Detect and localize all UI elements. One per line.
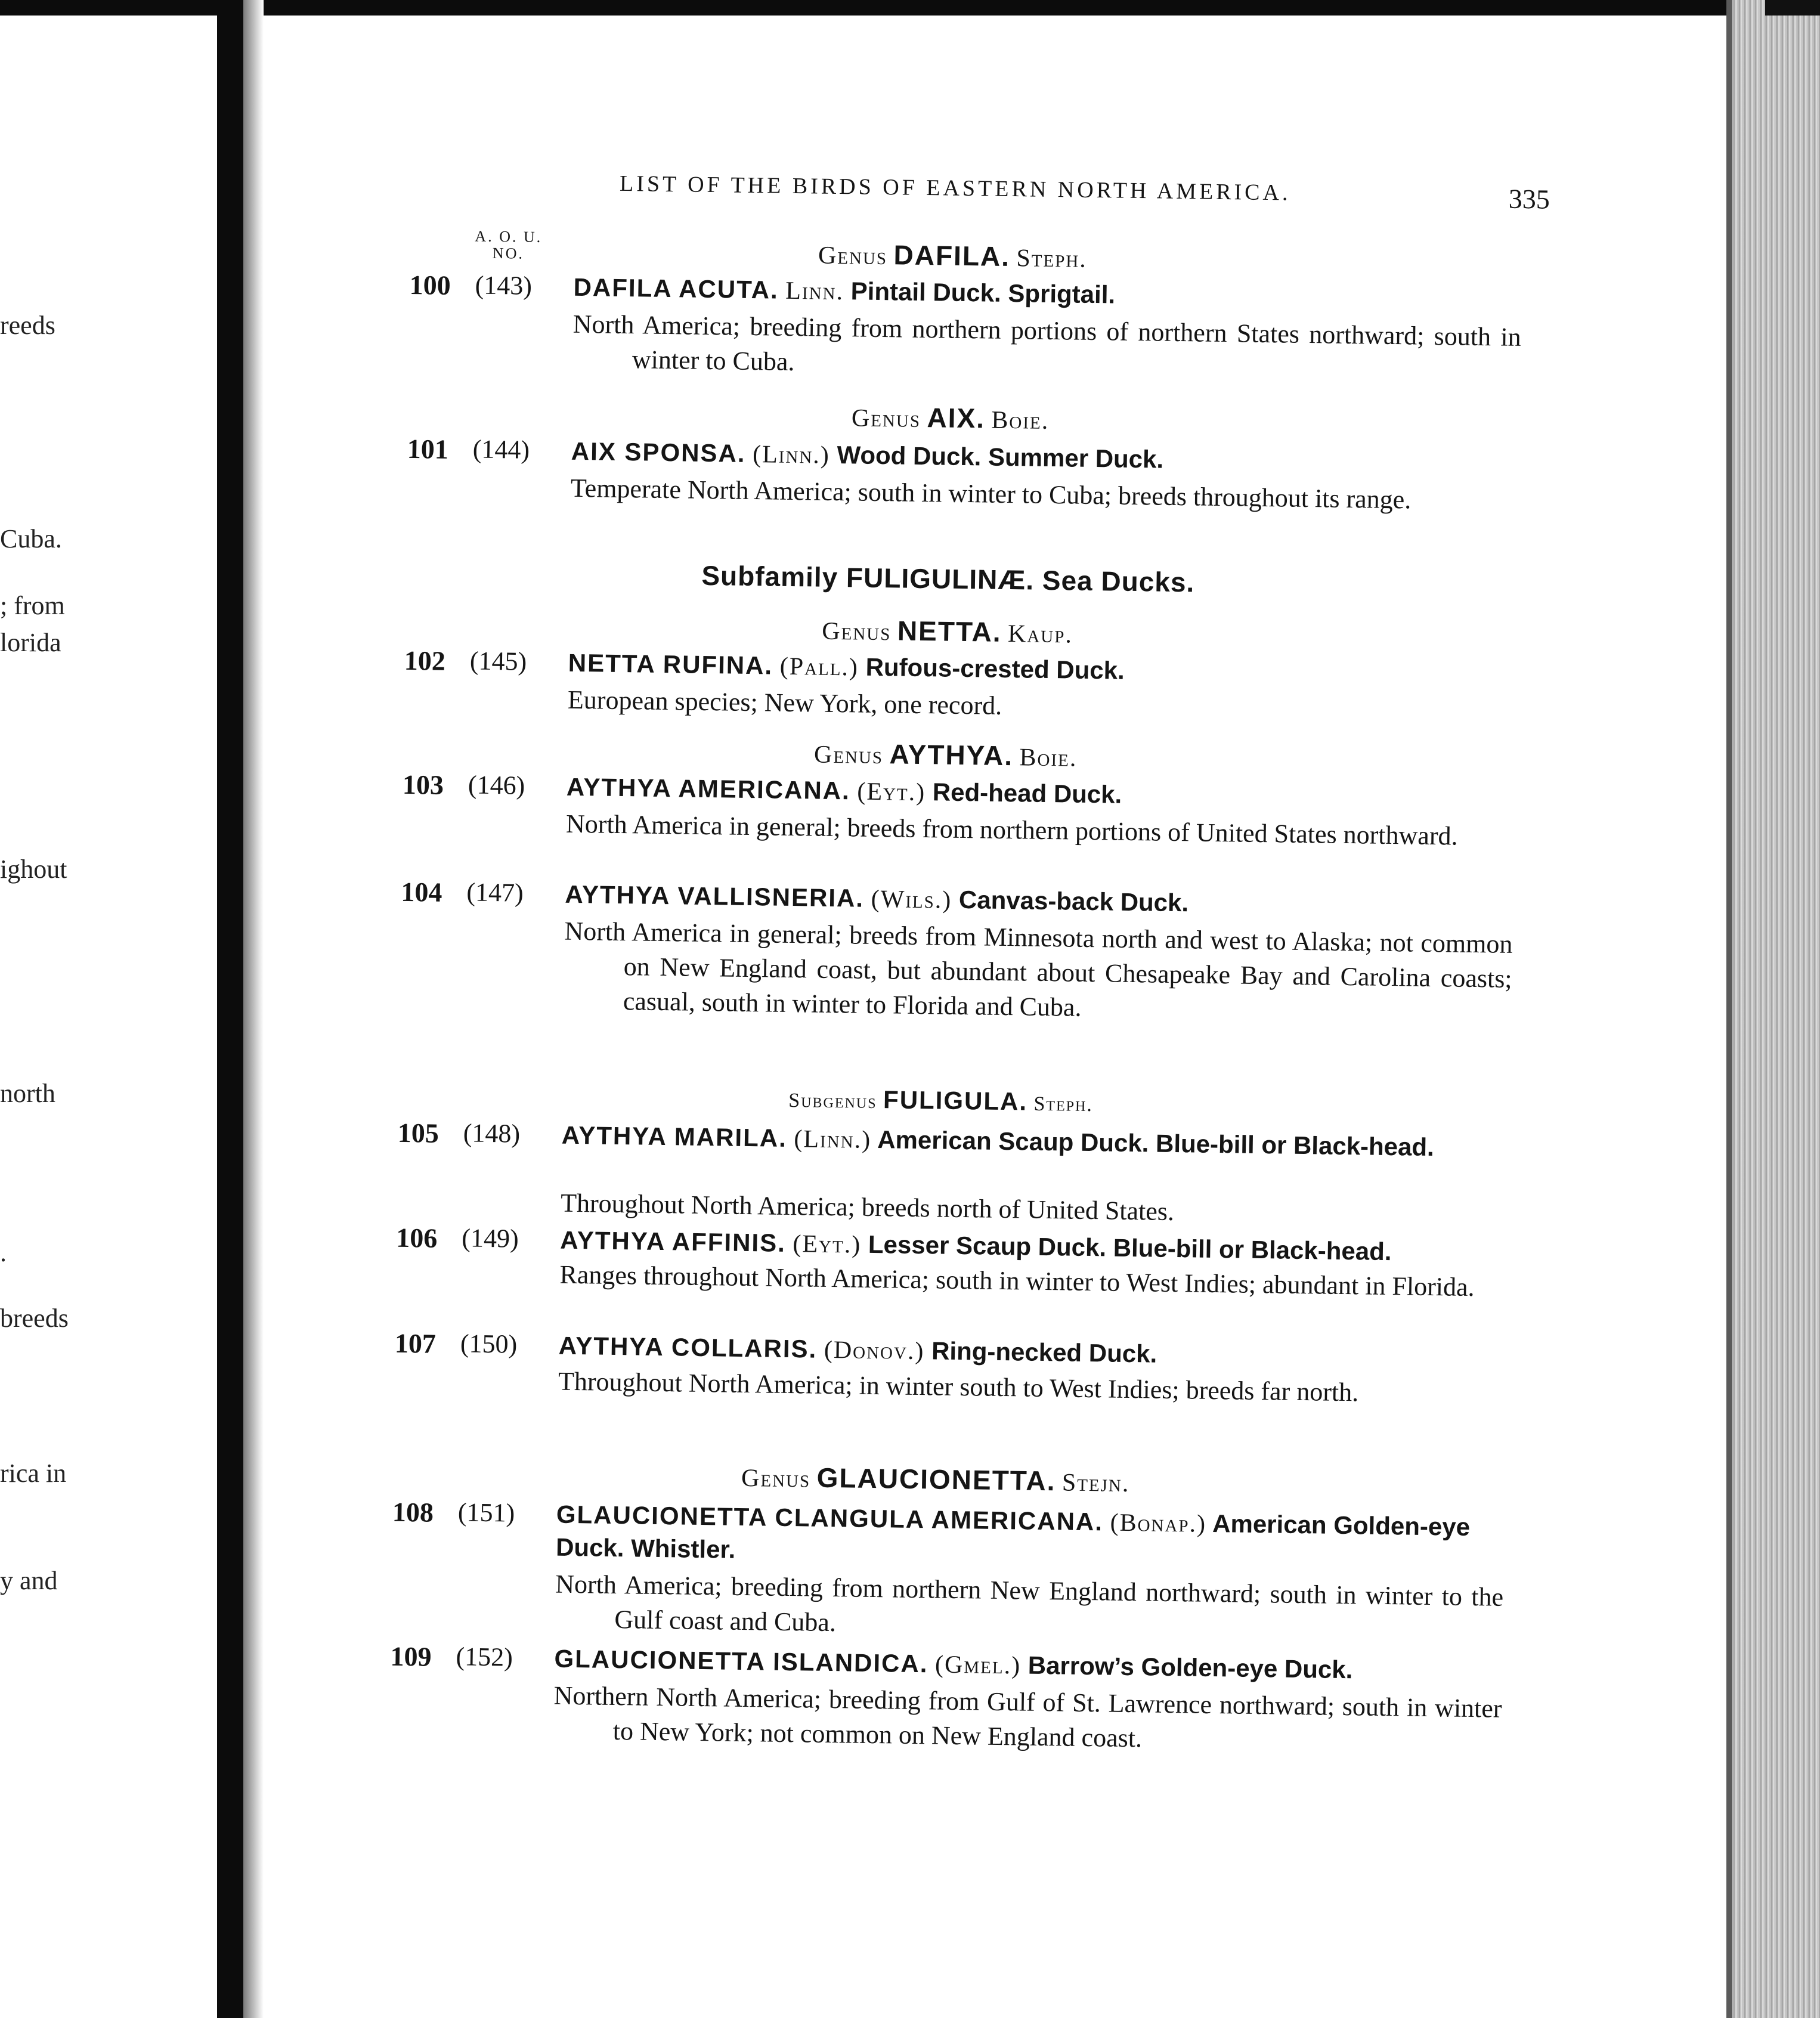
scan-corner [1765,0,1820,16]
genus-heading-aix: Genus AIX. Boie. [851,402,1050,435]
aou-number: (151) [457,1497,515,1528]
gutter-shadow [243,0,264,2018]
subgenus-heading-fuligula: Subgenus FULIGULA. Steph. [788,1085,1094,1116]
entry-heading: DAFILA ACUTA. Linn. Pintail Duck. Sprigtail. [573,273,1116,309]
left-page-fragment: . [0,1238,7,1267]
range-description: North America; breeding from northern portions of northern States northward; south in winter to Cuba. [572,309,1521,376]
aou-number: (149) [462,1223,519,1253]
genus-heading-aythya: Genus AYTHYA. Boie. [813,738,1078,772]
aou-label-line2: NO. [492,244,525,262]
left-page-fragment: ighout [0,855,67,884]
aou-label-line1: A. O. U. [475,227,543,246]
entry-heading: AYTHYA AMERICANA. (Eyt.) Red-head Duck. [566,772,1122,809]
entry-number: 106 [396,1222,438,1253]
right-page [345,143,1562,1961]
entry-heading: GLAUCIONETTA ISLANDICA. (Gmel.) Barrow’s Golden-eye Duck. [554,1644,1353,1684]
genus-heading-glaucionetta: Genus GLAUCIONETTA. Stejn. [741,1462,1130,1498]
entry-number: 103 [402,769,444,800]
range-description: Throughout North America; in winter south to West Indies; breeds far north. [558,1366,1359,1407]
entry-heading: AYTHYA COLLARIS. (Donov.) Ring-necked Duck. [558,1331,1157,1368]
book-binding-gutter [217,0,243,2018]
entry-number: 101 [407,433,449,465]
entry-number: 107 [394,1327,437,1359]
range-description: European species; New York, one record. [567,685,1002,720]
left-page-fragment: Cuba. [0,524,62,553]
entry-heading: AYTHYA AFFINIS. (Eyt.) Lesser Scaup Duck. Blue-bill or Black-head. [560,1225,1392,1266]
entry-heading: AIX SPONSA. (Linn.) Wood Duck. Summer Duck. [571,437,1164,473]
aou-number: (147) [466,877,524,908]
running-title: LIST OF THE BIRDS OF EASTERN NORTH AMERICA. [619,171,1291,206]
left-page-fragment: north [0,1079,55,1108]
left-page-fragment: rica in [0,1459,67,1488]
aou-number: (150) [460,1329,518,1359]
entry-heading: NETTA RUFINA. (Pall.) Rufous-crested Duck. [568,648,1125,685]
left-page-fragment: lorida [0,628,61,657]
species-entry-107 [353,1327,1522,1407]
aou-number: (145) [469,646,527,676]
entry-number: 109 [390,1641,432,1672]
range-description: Throughout North America; breeds north of United States. [560,1188,1175,1227]
entry-number: 108 [392,1496,434,1528]
aou-number: (143) [475,270,533,301]
running-head [620,171,1550,219]
aou-number: (146) [468,770,525,800]
range-description: North America in general; breeds from Minnesota north and west to Alaska; not common on New England coast, but abundant about Chesapeake Bay and Carolina coasts; casual, south in winter to Florida and Cuba. [564,916,1513,1022]
range-description: North America in general; breeds from northern portions of United States northward. [565,809,1458,851]
genus-heading-dafila: Genus DAFILA. Steph. [818,239,1088,273]
aou-number: (152) [456,1642,513,1672]
aou-number: (144) [472,434,530,465]
left-page-fragment: reeds [0,311,55,340]
entry-number: 102 [404,645,446,676]
entry-number: 100 [409,269,451,301]
page-number: 335 [1508,183,1550,215]
entry-heading: GLAUCIONETTA CLANGULA AMERICANA. (Bonap.) American Golden-eye Duck. Whistler. [555,1500,1471,1564]
aou-number: (148) [463,1118,521,1149]
left-page-fragment: ; from [0,591,65,620]
entry-heading: AYTHYA VALLISNERIA. (Wils.) Canvas-back Duck. [565,880,1189,917]
range-description: Ranges throughout North America; south in winter to West Indies; abundant in Florida. [559,1259,1475,1302]
page-block-edge [1732,0,1820,2018]
left-page-fragment: breeds [0,1304,69,1333]
scan-top-edge [0,0,1820,16]
species-entry-104 [360,875,1528,1022]
entry-heading: AYTHYA MARILA. (Linn.) American Scaup Duck. Blue-bill or Black-head. [561,1121,1435,1162]
range-description: Northern North America; breeding from Gulf of St. Lawrence northward; south in winter to New York; not common on New England coast. [553,1680,1502,1753]
range-description: Temperate North America; south in winter to Cuba; breeds throughout its range. [570,473,1412,515]
entry-number: 104 [401,876,442,908]
entry-number: 105 [397,1117,439,1149]
genus-heading-netta: Genus NETTA. Kaup. [822,615,1073,649]
subfamily-heading-fuligulinae: Subfamily FULIGULINÆ. Sea Ducks. [701,559,1195,598]
left-page-fragment: y and [0,1566,58,1595]
range-description: North America; breeding from northern New England northward; south in winter to the Gulf coast and Cuba. [555,1569,1504,1638]
